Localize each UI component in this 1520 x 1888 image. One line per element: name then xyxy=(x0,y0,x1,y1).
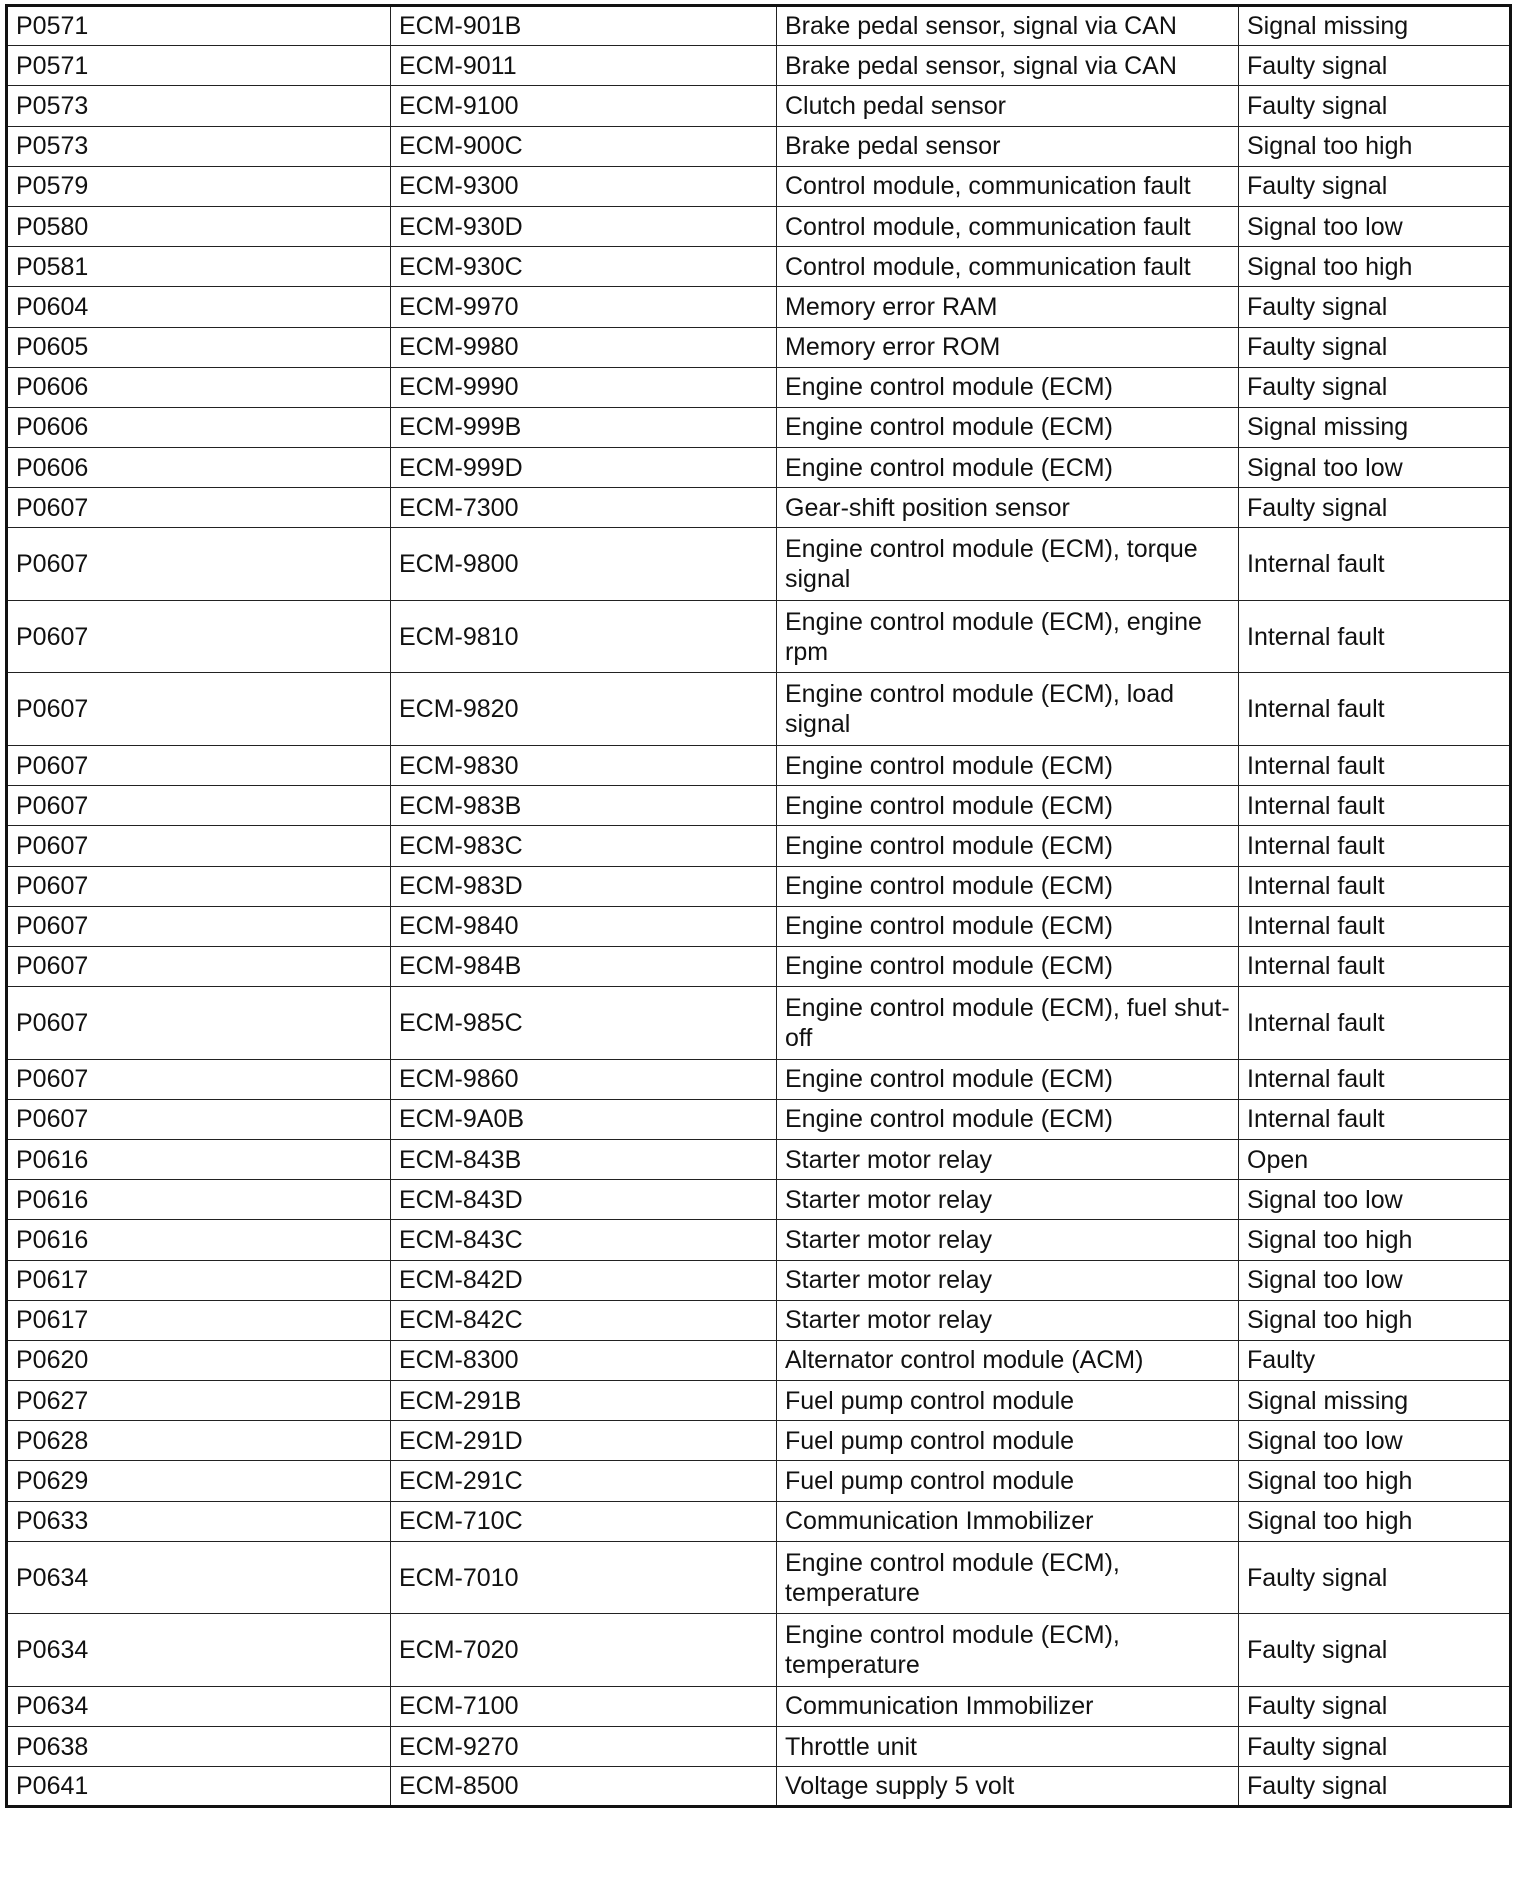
fault-type-cell: Internal fault xyxy=(1239,906,1511,946)
fault-id-cell: ECM-8300 xyxy=(391,1340,777,1380)
table-row xyxy=(7,1421,1511,1461)
fault-id-cell: ECM-9800 xyxy=(391,528,777,601)
table-row xyxy=(7,946,1511,986)
dtc-code-cell: P0607 xyxy=(7,826,391,866)
fault-id-cell: ECM-9300 xyxy=(391,166,777,206)
dtc-code-cell: P0627 xyxy=(7,1381,391,1421)
dtc-code-cell: P0634 xyxy=(7,1614,391,1687)
component-cell: Fuel pump control module xyxy=(777,1421,1239,1461)
fault-id-cell: ECM-842C xyxy=(391,1300,777,1340)
fault-type-cell: Open xyxy=(1239,1139,1511,1179)
table-row xyxy=(7,1139,1511,1179)
table-row xyxy=(7,448,1511,488)
component-cell: Engine control module (ECM) xyxy=(777,946,1239,986)
table-row xyxy=(7,407,1511,447)
component-cell: Engine control module (ECM) xyxy=(777,826,1239,866)
fault-type-cell: Internal fault xyxy=(1239,987,1511,1060)
fault-type-cell: Signal missing xyxy=(1239,407,1511,447)
fault-type-cell: Internal fault xyxy=(1239,946,1511,986)
fault-id-cell: ECM-9860 xyxy=(391,1059,777,1099)
fault-id-cell: ECM-9100 xyxy=(391,86,777,126)
dtc-code-cell: P0616 xyxy=(7,1180,391,1220)
table-row xyxy=(7,1220,1511,1260)
table-row xyxy=(7,1686,1511,1726)
dtc-code-cell: P0607 xyxy=(7,673,391,746)
fault-id-cell: ECM-930C xyxy=(391,247,777,287)
fault-type-cell: Faulty signal xyxy=(1239,1767,1511,1807)
fault-id-cell: ECM-9810 xyxy=(391,600,777,673)
table-row xyxy=(7,206,1511,246)
fault-id-cell: ECM-983D xyxy=(391,866,777,906)
table-row xyxy=(7,745,1511,785)
component-cell: Alternator control module (ACM) xyxy=(777,1340,1239,1380)
dtc-code-cell: P0604 xyxy=(7,287,391,327)
dtc-code-cell: P0629 xyxy=(7,1461,391,1501)
fault-id-cell: ECM-7020 xyxy=(391,1614,777,1687)
fault-id-cell: ECM-7100 xyxy=(391,1686,777,1726)
component-cell: Engine control module (ECM), fuel shut-off xyxy=(777,987,1239,1060)
dtc-table-body xyxy=(7,6,1511,1807)
table-row xyxy=(7,166,1511,206)
fault-type-cell: Signal too low xyxy=(1239,448,1511,488)
dtc-code-cell: P0607 xyxy=(7,745,391,785)
component-cell: Memory error RAM xyxy=(777,287,1239,327)
table-row xyxy=(7,1340,1511,1380)
table-row xyxy=(7,488,1511,528)
fault-type-cell: Internal fault xyxy=(1239,1059,1511,1099)
fault-type-cell: Internal fault xyxy=(1239,866,1511,906)
dtc-code-cell: P0638 xyxy=(7,1727,391,1767)
table-row xyxy=(7,987,1511,1060)
dtc-code-cell: P0607 xyxy=(7,528,391,601)
component-cell: Engine control module (ECM) xyxy=(777,866,1239,906)
fault-type-cell: Signal too high xyxy=(1239,247,1511,287)
component-cell: Brake pedal sensor, signal via CAN xyxy=(777,6,1239,46)
fault-type-cell: Faulty xyxy=(1239,1340,1511,1380)
fault-id-cell: ECM-901B xyxy=(391,6,777,46)
fault-id-cell: ECM-999B xyxy=(391,407,777,447)
fault-id-cell: ECM-8500 xyxy=(391,1767,777,1807)
component-cell: Clutch pedal sensor xyxy=(777,86,1239,126)
dtc-code-cell: P0617 xyxy=(7,1260,391,1300)
fault-id-cell: ECM-9980 xyxy=(391,327,777,367)
component-cell: Engine control module (ECM) xyxy=(777,1099,1239,1139)
component-cell: Fuel pump control module xyxy=(777,1381,1239,1421)
fault-id-cell: ECM-7300 xyxy=(391,488,777,528)
fault-id-cell: ECM-984B xyxy=(391,946,777,986)
fault-id-cell: ECM-7010 xyxy=(391,1541,777,1614)
component-cell: Starter motor relay xyxy=(777,1139,1239,1179)
component-cell: Engine control module (ECM) xyxy=(777,448,1239,488)
component-cell: Engine control module (ECM) xyxy=(777,407,1239,447)
table-row xyxy=(7,1059,1511,1099)
fault-id-cell: ECM-843C xyxy=(391,1220,777,1260)
fault-type-cell: Faulty signal xyxy=(1239,46,1511,86)
table-row xyxy=(7,673,1511,746)
component-cell: Engine control module (ECM) xyxy=(777,745,1239,785)
fault-id-cell: ECM-9970 xyxy=(391,287,777,327)
dtc-code-cell: P0581 xyxy=(7,247,391,287)
fault-id-cell: ECM-983C xyxy=(391,826,777,866)
fault-id-cell: ECM-9011 xyxy=(391,46,777,86)
component-cell: Communication Immobilizer xyxy=(777,1686,1239,1726)
dtc-code-cell: P0573 xyxy=(7,126,391,166)
fault-type-cell: Faulty signal xyxy=(1239,166,1511,206)
fault-type-cell: Faulty signal xyxy=(1239,488,1511,528)
component-cell: Engine control module (ECM) xyxy=(777,1059,1239,1099)
dtc-code-cell: P0634 xyxy=(7,1686,391,1726)
fault-type-cell: Signal too low xyxy=(1239,1421,1511,1461)
fault-id-cell: ECM-983B xyxy=(391,786,777,826)
component-cell: Control module, communication fault xyxy=(777,166,1239,206)
table-row xyxy=(7,1260,1511,1300)
fault-id-cell: ECM-843B xyxy=(391,1139,777,1179)
component-cell: Starter motor relay xyxy=(777,1180,1239,1220)
dtc-code-cell: P0607 xyxy=(7,866,391,906)
component-cell: Throttle unit xyxy=(777,1727,1239,1767)
dtc-code-cell: P0579 xyxy=(7,166,391,206)
fault-type-cell: Signal too low xyxy=(1239,206,1511,246)
component-cell: Memory error ROM xyxy=(777,327,1239,367)
dtc-code-cell: P0620 xyxy=(7,1340,391,1380)
dtc-code-cell: P0607 xyxy=(7,906,391,946)
table-row xyxy=(7,126,1511,166)
fault-type-cell: Internal fault xyxy=(1239,1099,1511,1139)
table-row xyxy=(7,1381,1511,1421)
fault-id-cell: ECM-291B xyxy=(391,1381,777,1421)
table-row xyxy=(7,600,1511,673)
fault-type-cell: Faulty signal xyxy=(1239,367,1511,407)
component-cell: Engine control module (ECM) xyxy=(777,906,1239,946)
fault-id-cell: ECM-291D xyxy=(391,1421,777,1461)
fault-type-cell: Faulty signal xyxy=(1239,1614,1511,1687)
dtc-code-cell: P0633 xyxy=(7,1501,391,1541)
fault-type-cell: Faulty signal xyxy=(1239,287,1511,327)
fault-type-cell: Faulty signal xyxy=(1239,86,1511,126)
dtc-code-cell: P0606 xyxy=(7,448,391,488)
table-row xyxy=(7,1099,1511,1139)
component-cell: Brake pedal sensor xyxy=(777,126,1239,166)
table-row xyxy=(7,46,1511,86)
table-row xyxy=(7,906,1511,946)
component-cell: Brake pedal sensor, signal via CAN xyxy=(777,46,1239,86)
fault-id-cell: ECM-9830 xyxy=(391,745,777,785)
fault-id-cell: ECM-9820 xyxy=(391,673,777,746)
dtc-code-cell: P0573 xyxy=(7,86,391,126)
dtc-code-cell: P0571 xyxy=(7,46,391,86)
dtc-code-cell: P0628 xyxy=(7,1421,391,1461)
dtc-code-cell: P0580 xyxy=(7,206,391,246)
table-row xyxy=(7,287,1511,327)
fault-id-cell: ECM-9840 xyxy=(391,906,777,946)
table-row xyxy=(7,1461,1511,1501)
table-row xyxy=(7,1300,1511,1340)
fault-id-cell: ECM-710C xyxy=(391,1501,777,1541)
component-cell: Voltage supply 5 volt xyxy=(777,1767,1239,1807)
component-cell: Starter motor relay xyxy=(777,1300,1239,1340)
dtc-code-cell: P0607 xyxy=(7,946,391,986)
fault-id-cell: ECM-900C xyxy=(391,126,777,166)
component-cell: Engine control module (ECM), torque signal xyxy=(777,528,1239,601)
component-cell: Engine control module (ECM), temperature xyxy=(777,1614,1239,1687)
table-row xyxy=(7,786,1511,826)
component-cell: Gear-shift position sensor xyxy=(777,488,1239,528)
table-row xyxy=(7,826,1511,866)
table-row xyxy=(7,1727,1511,1767)
fault-type-cell: Internal fault xyxy=(1239,786,1511,826)
table-row xyxy=(7,6,1511,46)
component-cell: Communication Immobilizer xyxy=(777,1501,1239,1541)
dtc-code-cell: P0616 xyxy=(7,1139,391,1179)
fault-type-cell: Faulty signal xyxy=(1239,1727,1511,1767)
component-cell: Control module, communication fault xyxy=(777,206,1239,246)
table-row xyxy=(7,247,1511,287)
table-row xyxy=(7,1501,1511,1541)
table-row xyxy=(7,528,1511,601)
dtc-code-cell: P0607 xyxy=(7,1099,391,1139)
fault-type-cell: Signal too low xyxy=(1239,1180,1511,1220)
fault-type-cell: Signal too high xyxy=(1239,126,1511,166)
fault-type-cell: Signal missing xyxy=(1239,6,1511,46)
fault-type-cell: Signal too high xyxy=(1239,1300,1511,1340)
fault-id-cell: ECM-9A0B xyxy=(391,1099,777,1139)
dtc-code-cell: P0617 xyxy=(7,1300,391,1340)
component-cell: Engine control module (ECM), engine rpm xyxy=(777,600,1239,673)
dtc-code-cell: P0607 xyxy=(7,600,391,673)
fault-type-cell: Internal fault xyxy=(1239,673,1511,746)
dtc-code-cell: P0607 xyxy=(7,786,391,826)
component-cell: Engine control module (ECM), load signal xyxy=(777,673,1239,746)
fault-id-cell: ECM-9990 xyxy=(391,367,777,407)
fault-type-cell: Internal fault xyxy=(1239,600,1511,673)
fault-id-cell: ECM-930D xyxy=(391,206,777,246)
component-cell: Engine control module (ECM) xyxy=(777,367,1239,407)
dtc-code-cell: P0607 xyxy=(7,987,391,1060)
dtc-code-cell: P0607 xyxy=(7,1059,391,1099)
component-cell: Control module, communication fault xyxy=(777,247,1239,287)
fault-type-cell: Internal fault xyxy=(1239,826,1511,866)
table-row xyxy=(7,367,1511,407)
fault-id-cell: ECM-999D xyxy=(391,448,777,488)
dtc-code-cell: P0616 xyxy=(7,1220,391,1260)
dtc-code-cell: P0605 xyxy=(7,327,391,367)
fault-type-cell: Faulty signal xyxy=(1239,1541,1511,1614)
fault-type-cell: Signal too high xyxy=(1239,1501,1511,1541)
fault-id-cell: ECM-985C xyxy=(391,987,777,1060)
dtc-table xyxy=(5,4,1512,1808)
component-cell: Starter motor relay xyxy=(777,1220,1239,1260)
dtc-code-cell: P0606 xyxy=(7,407,391,447)
fault-type-cell: Faulty signal xyxy=(1239,1686,1511,1726)
table-row xyxy=(7,866,1511,906)
dtc-code-cell: P0606 xyxy=(7,367,391,407)
dtc-code-cell: P0641 xyxy=(7,1767,391,1807)
fault-type-cell: Signal too low xyxy=(1239,1260,1511,1300)
table-row xyxy=(7,327,1511,367)
fault-id-cell: ECM-843D xyxy=(391,1180,777,1220)
dtc-code-cell: P0571 xyxy=(7,6,391,46)
table-row xyxy=(7,86,1511,126)
table-row xyxy=(7,1767,1511,1807)
fault-type-cell: Internal fault xyxy=(1239,745,1511,785)
table-row xyxy=(7,1541,1511,1614)
component-cell: Fuel pump control module xyxy=(777,1461,1239,1501)
fault-id-cell: ECM-9270 xyxy=(391,1727,777,1767)
fault-type-cell: Internal fault xyxy=(1239,528,1511,601)
fault-type-cell: Signal missing xyxy=(1239,1381,1511,1421)
fault-type-cell: Signal too high xyxy=(1239,1220,1511,1260)
component-cell: Starter motor relay xyxy=(777,1260,1239,1300)
dtc-code-cell: P0634 xyxy=(7,1541,391,1614)
fault-type-cell: Signal too high xyxy=(1239,1461,1511,1501)
table-row xyxy=(7,1180,1511,1220)
fault-id-cell: ECM-291C xyxy=(391,1461,777,1501)
component-cell: Engine control module (ECM) xyxy=(777,786,1239,826)
table-row xyxy=(7,1614,1511,1687)
component-cell: Engine control module (ECM), temperature xyxy=(777,1541,1239,1614)
fault-type-cell: Faulty signal xyxy=(1239,327,1511,367)
fault-id-cell: ECM-842D xyxy=(391,1260,777,1300)
dtc-code-cell: P0607 xyxy=(7,488,391,528)
